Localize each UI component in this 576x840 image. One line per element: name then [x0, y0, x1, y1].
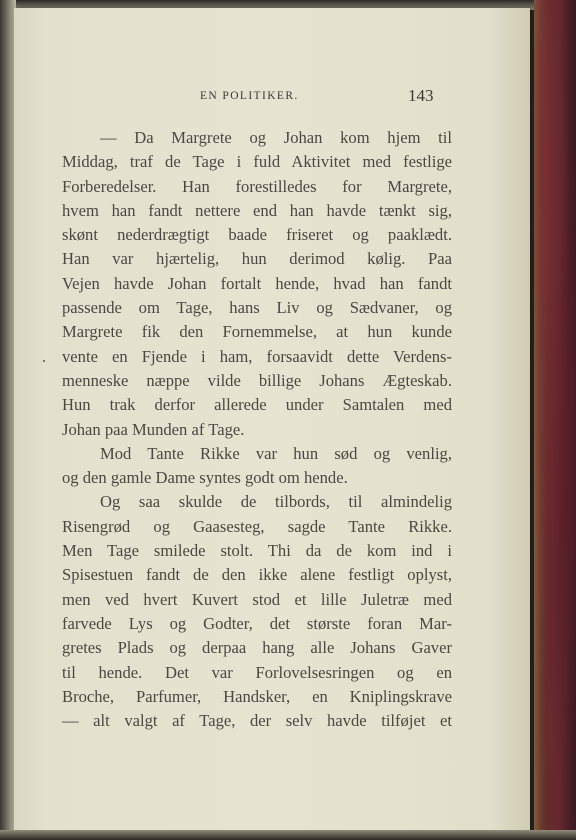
bottom-page-edge [0, 830, 576, 840]
text-line: men ved hvert Kuvert stod et lille Juletræ med [62, 589, 452, 609]
text-line: — Da Margrete og Johan kom hjem til [100, 128, 452, 147]
text-line: Men Tage smilede stolt. Thi da de kom ind i [62, 541, 452, 561]
book-cover-edge [534, 0, 576, 840]
running-head [14, 86, 530, 106]
text-line: skønt nederdrægtigt baade friseret og paaklædt. [62, 225, 452, 245]
text-line: Og saa skulde de tilbords, til almindelig [100, 492, 452, 512]
text-line: Spisestuen fandt de den ikke alene festligt oplyst, [62, 565, 452, 585]
text-line: Risengrød og Gaasesteg, sagde Tante Rikke. [62, 516, 452, 536]
book-page [14, 8, 530, 832]
page-number: 143 [408, 86, 434, 105]
text-line: Margrete fik den Fornemmelse, at hun kunde [62, 322, 452, 342]
text-line: Broche, Parfumer, Handsker, en Kniplingskrave [62, 686, 452, 706]
text-line: Han var hjærtelig, hun derimod kølig. Paa [62, 249, 452, 269]
text-line: Forberedelser. Han forestilledes for Margrete, [62, 176, 452, 196]
text-line: — alt valgt af Tage, der selv havde tilføjet et [62, 711, 452, 731]
text-line: gretes Plads og derpaa hang alle Johans Gaver [62, 638, 452, 658]
text-line: farvede Lys og Godter, det største foran Mar- [62, 613, 452, 633]
text-line: Johan paa Munden af Tage. [62, 419, 245, 439]
running-title: EN POLITIKER. [200, 90, 299, 102]
text-line: menneske næppe vilde billige Johans Ægteskab. [62, 370, 452, 390]
text-line: Vejen havde Johan fortalt hende, hvad han fandt [62, 273, 452, 293]
body-text [62, 126, 452, 733]
text-line: Middag, traf de Tage i fuld Aktivitet med festlige [62, 152, 452, 172]
text-line: og den gamle Dame syntes godt om hende. [62, 468, 348, 488]
text-line: hvem han fandt nettere end han havde tænkt sig, [62, 200, 452, 220]
text-line: Hun trak derfor allerede under Samtalen med [62, 395, 452, 415]
text-line: passende om Tage, hans Liv og Sædvaner, og [62, 298, 452, 318]
text-line: Mod Tante Rikke var hun sød og venlig, [100, 443, 452, 463]
text-line: til hende. Det var Forlovelsesringen og en [62, 662, 452, 682]
paper-speck [43, 360, 45, 362]
text-line: vente en Fjende i ham, forsaavidt dette Verdens- [62, 346, 452, 366]
